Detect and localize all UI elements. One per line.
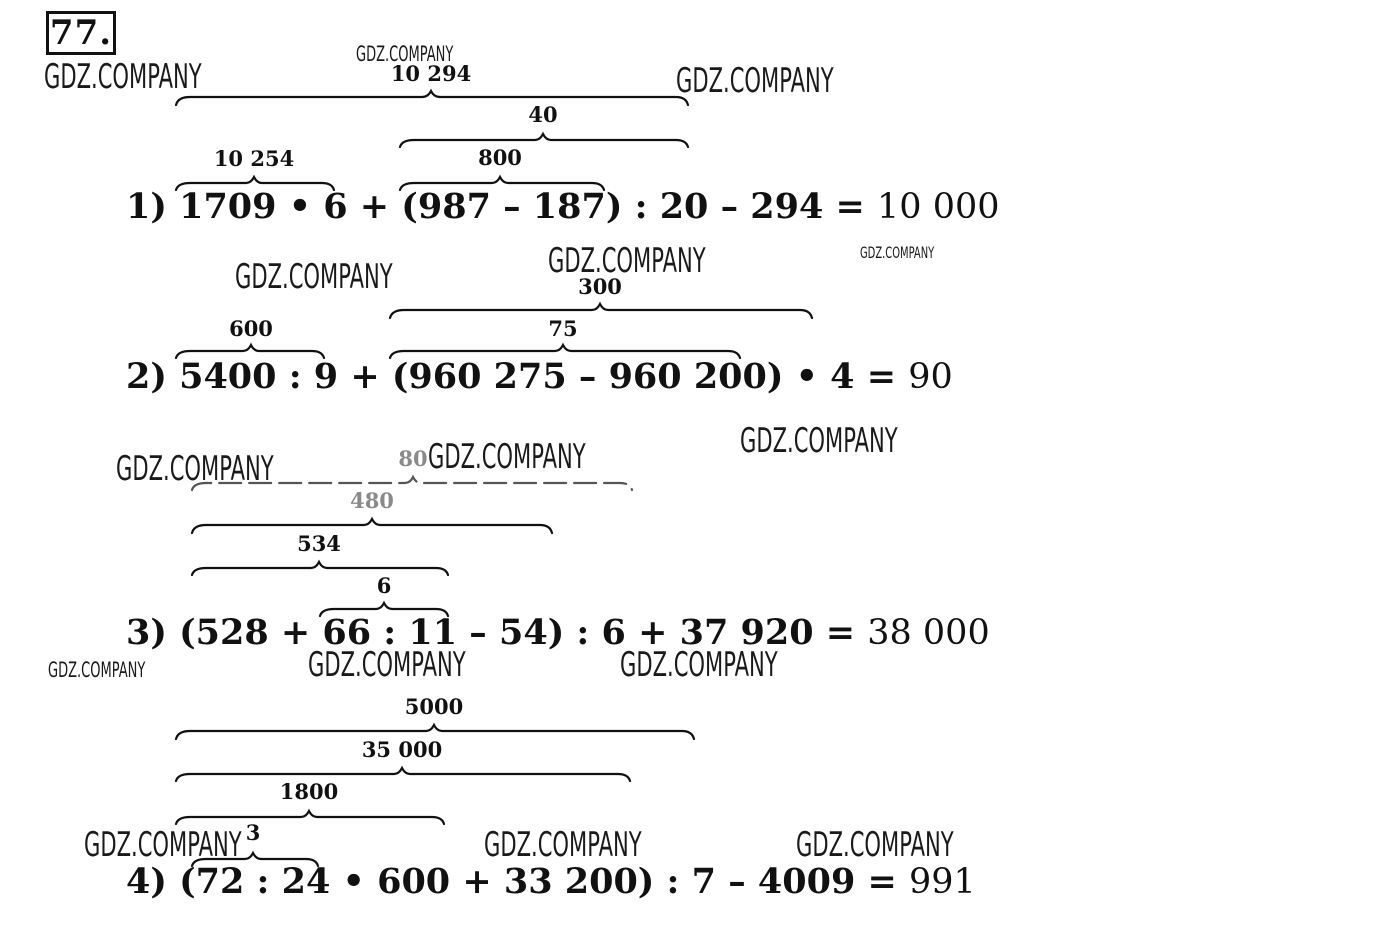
label-eq3-80: 80 xyxy=(398,446,428,471)
label-eq1-40: 40 xyxy=(528,102,558,127)
label-eq3-480: 480 xyxy=(350,488,394,513)
watermark: GDZ.COMPANY xyxy=(860,243,935,262)
brace-eq1-10294 xyxy=(176,91,688,105)
equation-2-expression: 2) 5400 : 9 + (960 275 – 960 200) • 4 = xyxy=(126,356,909,397)
label-eq4-1800: 1800 xyxy=(279,779,339,804)
label-eq2-300: 300 xyxy=(578,274,622,299)
label-eq1-10294: 10 294 xyxy=(390,61,472,86)
equation-3-expression: 3) (528 + 66 : 11 – 54) : 6 + 37 920 = xyxy=(126,612,868,653)
label-eq4-5000: 5000 xyxy=(404,694,464,719)
equation-4-expression: 4) (72 : 24 • 600 + 33 200) : 7 – 4009 = xyxy=(126,861,909,902)
watermark: GDZ.COMPANY xyxy=(48,658,146,682)
brace-eq4-1800 xyxy=(176,811,444,824)
equation-1-result: 10 000 xyxy=(877,187,1000,227)
label-eq2-75: 75 xyxy=(548,316,578,341)
watermark: GDZ.COMPANY xyxy=(548,241,706,281)
equation-3-result: 38 000 xyxy=(867,613,990,653)
brace-eq4-35000 xyxy=(176,768,630,781)
label-eq4-3: 3 xyxy=(245,820,261,845)
watermark: GDZ.COMPANY xyxy=(796,825,954,865)
watermark: GDZ.COMPANY xyxy=(676,61,834,101)
equation-4-result: 991 xyxy=(909,862,976,902)
watermark: GDZ.COMPANY xyxy=(740,421,898,461)
equation-2-result: 90 xyxy=(908,357,953,397)
watermark: GDZ.COMPANY xyxy=(84,825,242,865)
exercise-number: 77. xyxy=(46,11,116,55)
equation-1 xyxy=(126,187,1000,227)
equation-1-expression: 1) 1709 • 6 + (987 – 187) : 20 – 294 = xyxy=(126,186,878,227)
equation-3 xyxy=(126,613,990,653)
watermark: GDZ.COMPANY xyxy=(356,42,454,66)
label-eq2-600: 600 xyxy=(229,316,273,341)
watermark: GDZ.COMPANY xyxy=(428,437,586,477)
watermark: GDZ.COMPANY xyxy=(308,645,466,685)
brace-eq3-480 xyxy=(192,519,552,533)
label-eq4-35000: 35 000 xyxy=(361,737,443,762)
label-eq3-534: 534 xyxy=(297,531,341,556)
watermark: GDZ.COMPANY xyxy=(235,257,393,297)
watermark: GDZ.COMPANY xyxy=(44,57,202,97)
watermark: GDZ.COMPANY xyxy=(484,825,642,865)
watermark: GDZ.COMPANY xyxy=(620,645,778,685)
brace-eq3-534 xyxy=(192,562,448,575)
brace-eq2-300 xyxy=(390,304,812,318)
label-eq1-10254: 10 254 xyxy=(213,146,295,171)
label-eq3-6: 6 xyxy=(376,573,392,598)
label-eq1-800: 800 xyxy=(478,145,522,170)
watermark: GDZ.COMPANY xyxy=(116,449,274,489)
equation-4 xyxy=(126,862,976,902)
brace-eq1-40 xyxy=(400,134,688,147)
equation-2 xyxy=(126,357,953,397)
